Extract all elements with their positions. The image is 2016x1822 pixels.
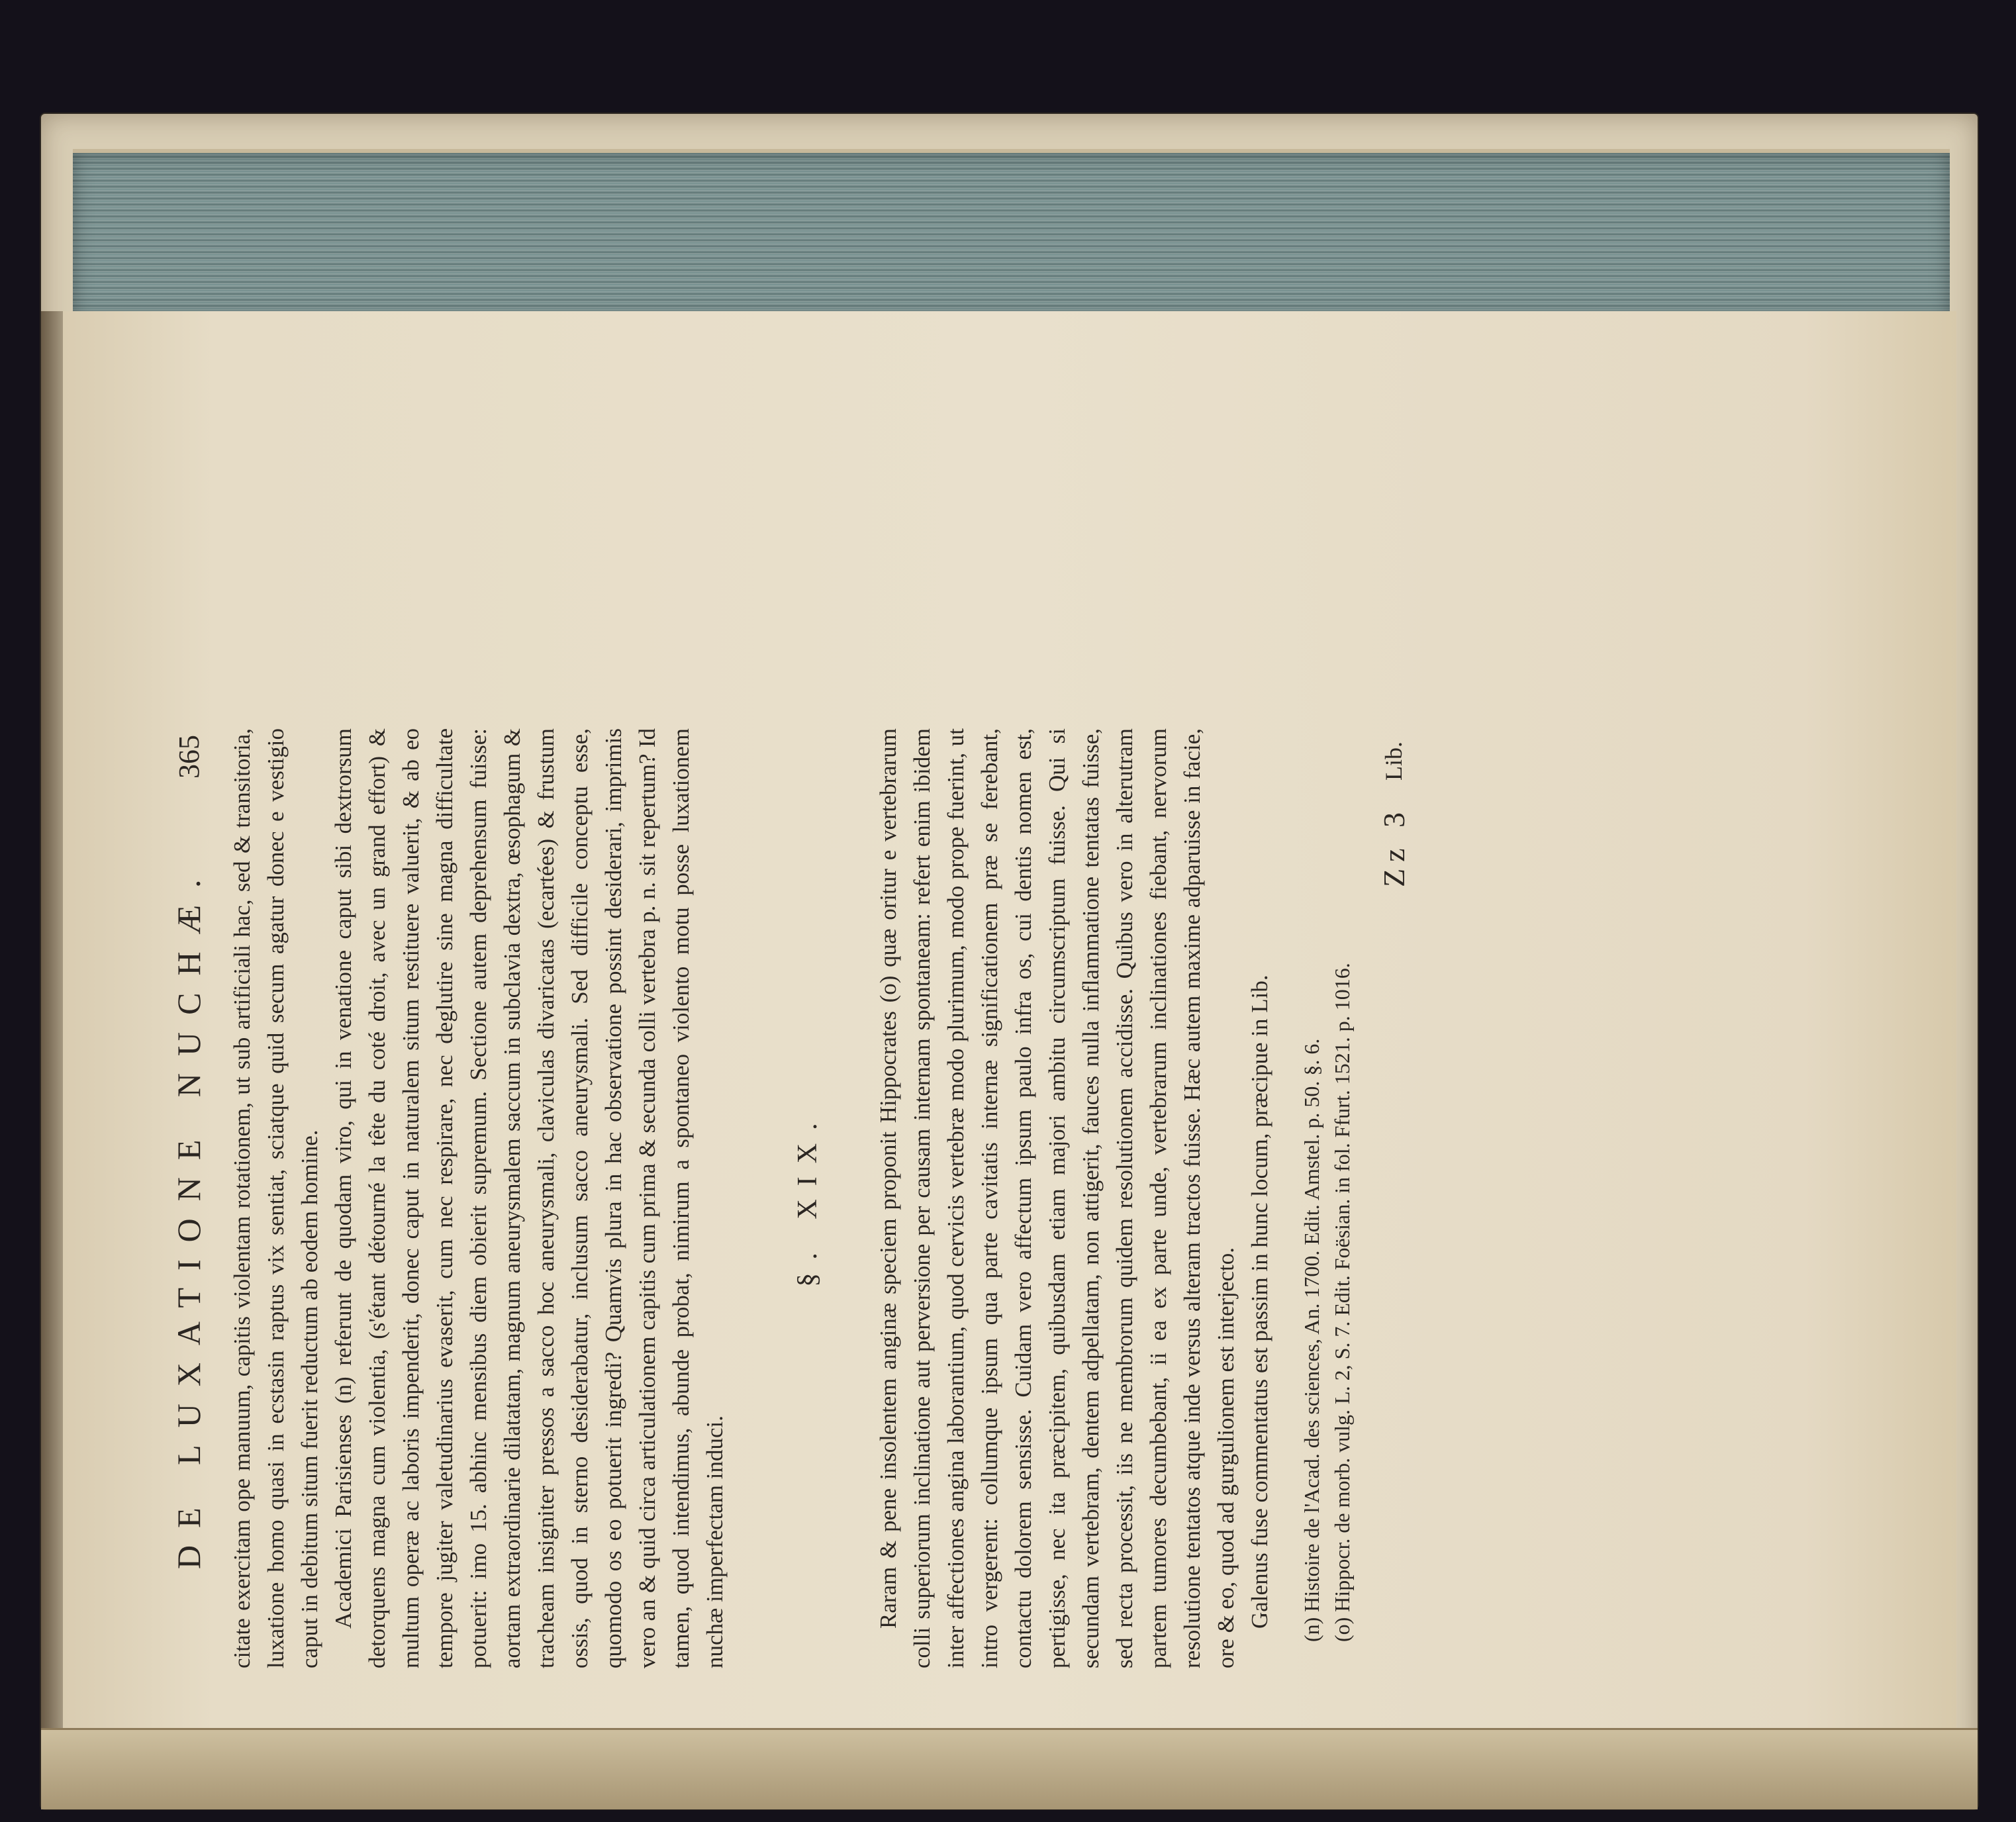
footnote: (n) Histoire de l'Acad. des sciences, An. 1700. Edit. Amstel. p. 50. §. 6.: [1300, 1038, 1323, 1642]
facing-page-edge: [41, 1728, 1978, 1809]
section-heading: §. XIX.: [792, 1110, 823, 1287]
signature-mark: Zz 3: [1377, 805, 1411, 887]
paragraph: Academici Parisienses (n) referunt de quodam viro, qui in venatione caput sibi dextrorsum detorquens magna cum violentia, (s'étant détourné la tête du coté droit, avec un grand effort) & multum operæ ac laboris impenderit, donec caput in naturalem situm restituere valuerit, & ab eo tempore jugiter valetudinarius evaserit, cum nec respirare, nec deglutire sine magna difficultate potuerit: imo 15. abhinc mensibus diem obierit supremum. Sectione autem deprehensum fuisse: aortam extraordinarie dilatatam, magnum aneurysmalem saccum in subclavia dextra, œsophagum & tracheam insigniter pressos a sacco hoc aneurysmali, claviculas divaricatas (ecartées) & frustum ossis, quod in sterno desiderabatur, inclusum sacco aneurysmali. Sed difficile conceptu esse, quomodo os eo potuerit ingredi? Quamvis plura in hac observatione possint desiderari, imprimis vero an & quid circa articulationem capitis cum prima & secunda colli vertebra p. n. sit repertum? Id tamen, quod intendimus, abunde probat, nimirum a spontaneo violento motu posse luxationem nuchæ imperfectam induci.: [330, 728, 728, 1668]
page-number: 365: [173, 735, 205, 779]
footnote-separator: [1276, 728, 1296, 1668]
paragraph: Galenus fuse commentatus est passim in hunc locum, præcipue in Lib.: [1247, 975, 1272, 1629]
running-title: DE LUXATIONE NUCHÆ.: [170, 862, 207, 1569]
paragraph: Raram & pene insolentem anginæ speciem proponit Hippocrates (o) quæ oritur e vertebrarum colli superiorum inclinatione aut perversione per causam internam spontaneam: refert enim ibidem inter affectiones angina laborantium, quod cervicis vertebræ modo plurimum, modo prope fuerint, ut intro vergerent: collumque ipsum qua parte cavitatis internæ significationem præ se ferebant, contactu dolorem sensisse. Cuidam vero affectum ipsum paulo infra os, cui dentis nomen est, pertigisse, nec ita præcipitem, quibusdam etiam majori ambitu circumscriptum fuisse. Qui si secundam vertebram, dentem adpellatam, non attigerit, fauces nulla inflammatione tentatas fuisse, sed recta processit, iis ne membrorum quidem resolutionem accidisse. Quibus vero in alterutram partem tumores decumbebant, ii ea ex parte unde, vertebrarum inclinationes fiebant, nervorum resolutione tentatos atque inde versus alteram tractos fuisse. Hæc autem maxime adparuisse in facie, ore & eo, quod ad gurgulionem est interjecto.: [875, 728, 1239, 1668]
page-edges: [73, 149, 1950, 325]
page-foot: [1364, 728, 1430, 1668]
running-head: [166, 728, 225, 1668]
footnote: (o) Hippocr. de morb. vulg. L. 2, S. 7. Edit. Foësian. in fol. Ffurt. 1521. p. 1016.: [1330, 963, 1354, 1642]
catchword: Lib.: [1380, 742, 1407, 781]
page-text-block: [166, 728, 1635, 1668]
paragraph: citate exercitam ope manuum, capitis violentam rotationem, ut sub artificiali hac, sed & transitoria, luxatione homo quasi in ecstasin raptus vix sentiat, sciatque quid secum agatur donec e vestigio caput in debitum situm fuerit reductum ab eodem homine.: [229, 728, 322, 1668]
